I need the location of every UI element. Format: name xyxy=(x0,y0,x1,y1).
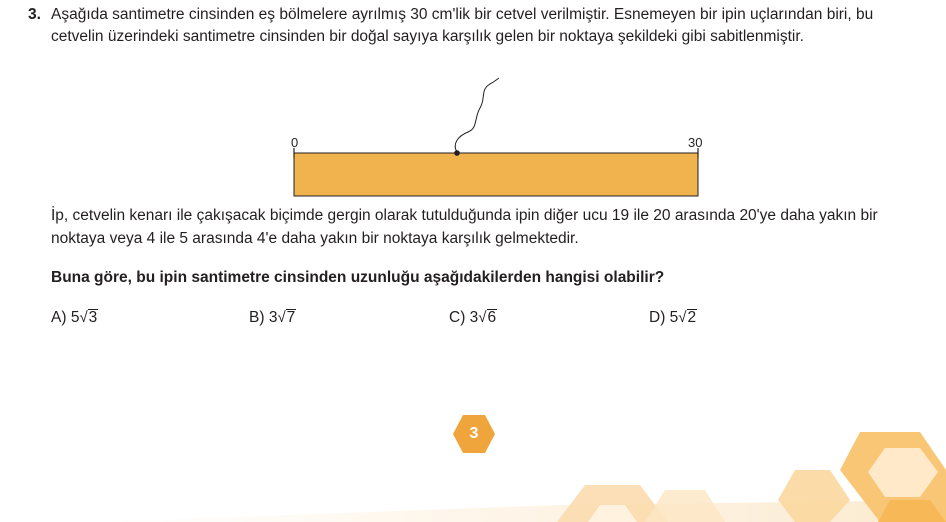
ruler-label-start: 0 xyxy=(291,135,299,150)
option-d-coef: 5 xyxy=(669,309,679,326)
ruler-label-end: 30 xyxy=(688,135,703,150)
option-a[interactable] xyxy=(51,307,98,329)
question-number: 3. xyxy=(28,6,41,23)
string-pin-point xyxy=(454,150,460,156)
option-d-radicand: 2 xyxy=(687,309,697,326)
question-body-line-2: noktaya veya 4 ile 5 arasında 4'e daha yakın bir noktaya karşılık gelmektedir. xyxy=(51,230,579,247)
option-c-radicand: 6 xyxy=(487,309,497,326)
option-b-coef: 3 xyxy=(268,309,278,326)
option-a-coef: 5 xyxy=(70,309,80,326)
option-b-radicand: 7 xyxy=(286,309,296,326)
ruler-body xyxy=(294,153,698,196)
option-c-coef: 3 xyxy=(469,309,479,326)
option-b-letter: B) xyxy=(249,309,265,326)
radical-icon: √ xyxy=(678,309,687,326)
option-b[interactable] xyxy=(249,307,296,329)
radical-icon: √ xyxy=(277,309,286,326)
string-rope xyxy=(455,78,499,152)
question-prompt: Buna göre, bu ipin santimetre cinsinden uzunluğu aşağıdakilerden hangisi olabilir? xyxy=(51,269,665,286)
option-c[interactable] xyxy=(449,307,497,329)
option-c-letter: C) xyxy=(449,309,466,326)
radical-icon: √ xyxy=(478,309,487,326)
radical-icon: √ xyxy=(79,309,88,326)
option-a-radicand: 3 xyxy=(88,309,98,326)
question-intro-line-2: cetvelin üzerindeki santimetre cinsinden bir doğal sayıya karşılık gelen bir noktaya şekildeki gibi sabitlenmiştir. xyxy=(51,28,804,45)
question-body-line-1: İp, cetvelin kenarı ile çakışacak biçimde gergin olarak tutulduğunda ipin diğer ucu 19 ile 20 arasında 20'ye daha yakın bir xyxy=(51,207,878,224)
option-d-letter: D) xyxy=(649,309,666,326)
page-number: 3 xyxy=(469,425,479,442)
question-intro-line-1: Aşağıda santimetre cinsinden eş bölmelere ayrılmış 30 cm'lik bir cetvel verilmiştir. Esnemeyen bir ipin uçlarından biri, bu xyxy=(51,6,874,23)
option-a-letter: A) xyxy=(51,309,67,326)
option-d[interactable] xyxy=(649,307,697,329)
